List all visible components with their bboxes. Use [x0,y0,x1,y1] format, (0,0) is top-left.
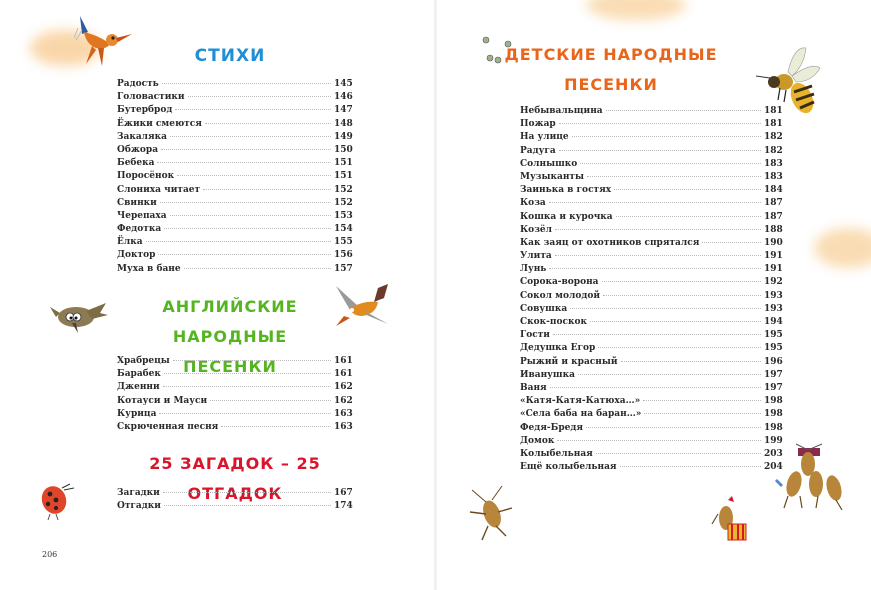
toc-entry[interactable]: Кошка и курочка 187 [520,211,783,222]
section-heading-poems: СТИХИ [194,46,266,66]
toc-entry[interactable]: Федя-Бредя 198 [520,422,783,433]
page-number: 206 [42,550,58,559]
toc-list-english-songs [117,355,352,434]
brown-bird-icon [46,295,110,337]
toc-entry[interactable]: Улита 191 [520,251,783,262]
right-page [436,0,871,590]
toc-entry[interactable]: Ваня 197 [520,382,783,393]
toc-entry[interactable]: Дженни 162 [117,382,353,393]
toc-entry[interactable]: Лунь 191 [520,264,783,275]
toc-entry[interactable]: Бутерброд 147 [117,105,353,116]
ladybug-icon [36,478,80,522]
toc-entry[interactable]: Черепаха 153 [117,210,353,221]
toc-entry[interactable]: Ёжики смеются 148 [117,118,353,129]
toc-entry[interactable]: Скрюченная песня 163 [117,421,353,432]
toc-entry[interactable]: Колыбельная 203 [520,448,783,459]
left-page [0,0,435,590]
toc-entry[interactable]: Радуга 182 [520,145,783,156]
toc-entry[interactable]: Загадки 167 [117,488,353,498]
toc-entry[interactable]: Поросёнок 151 [117,171,353,182]
toc-entry[interactable]: Как заяц от охотников спрятался 190 [520,237,783,248]
toc-entry[interactable]: Отгадки 174 [117,501,353,512]
toc-entry[interactable]: Свинки 152 [117,197,353,208]
section-heading-riddles: 25 ЗАГАДОК – 25 ОТГАДОК [149,454,321,503]
toc-entry[interactable]: Совушка 193 [520,303,783,314]
toc-entry[interactable]: Небывальщина 181 [520,106,783,116]
section-heading-children-songs [501,40,721,100]
toc-entry[interactable]: Слониха читает 152 [117,184,353,195]
toc-entry[interactable]: Сорока-ворона 192 [520,277,783,288]
toc-entry[interactable]: Ещё колыбельная 204 [520,462,783,473]
toc-entry[interactable]: Сокол молодой 193 [520,290,783,301]
toc-entry[interactable]: Солнышко 183 [520,158,783,169]
toc-entry[interactable]: Музыканты 183 [520,171,783,182]
toc-entry[interactable]: Гости 195 [520,330,783,341]
toc-entry[interactable]: Иванушка 197 [520,369,783,380]
heading-line: НАРОДНЫЕ ПЕСЕНКИ [172,327,288,376]
toc-list-children-songs [520,105,782,474]
toc-entry[interactable]: Козёл 188 [520,224,783,235]
toc-entry[interactable]: Пожар 181 [520,119,783,130]
toc-entry[interactable]: Доктор 156 [117,250,353,261]
toc-entry[interactable]: Закаляка 149 [117,131,353,142]
toc-entry[interactable]: Рыжий и красный 196 [520,356,783,367]
heading-line: ПЕСЕНКИ [564,75,658,94]
toc-entry[interactable]: Дедушка Егор 195 [520,343,783,354]
toc-entry[interactable]: Обжора 150 [117,144,353,155]
toc-entry[interactable]: Радость 145 [117,79,353,89]
heading-line: АНГЛИЙСКИЕ [162,297,298,316]
toc-entry[interactable]: Барабек 161 [117,369,353,380]
toc-entry[interactable]: «Катя-Катя-Катюха…» 198 [520,396,783,407]
orange-grey-bird-icon [330,280,394,332]
toc-entry[interactable]: Муха в бане 157 [117,263,353,274]
toc-list-poems [117,78,352,276]
toc-entry[interactable]: На улице 182 [520,132,783,143]
toc-entry[interactable]: Храбрецы 161 [117,356,353,366]
toc-entry[interactable]: Бебека 151 [117,158,353,169]
heading-line: ДЕТСКИЕ НАРОДНЫЕ [504,45,718,64]
toc-entry[interactable]: Заинька в гостях 184 [520,185,783,196]
cockroach-group-icon [772,440,856,514]
toc-entry[interactable]: Котауси и Мауси 162 [117,395,353,406]
orange-watercolor-blob [586,0,686,20]
toc-entry[interactable]: Ёлка 155 [117,237,353,248]
dancing-cockroach-icon [466,484,516,544]
toc-entry[interactable]: Головастики 146 [117,92,353,103]
flying-orange-bird-icon [58,10,138,68]
toc-entry[interactable]: Коза 187 [520,198,783,209]
orange-watercolor-blob [814,228,871,268]
toc-entry[interactable]: «Села баба на баран…» 198 [520,409,783,420]
toc-entry[interactable]: Федотка 154 [117,224,353,235]
toc-list-riddles [117,487,352,513]
toc-entry[interactable]: Курица 163 [117,408,353,419]
toc-entry[interactable]: Скок-поскок 194 [520,317,783,327]
toc-entry[interactable]: Домок 199 [520,435,783,446]
drummer-cockroach-icon [710,494,750,544]
